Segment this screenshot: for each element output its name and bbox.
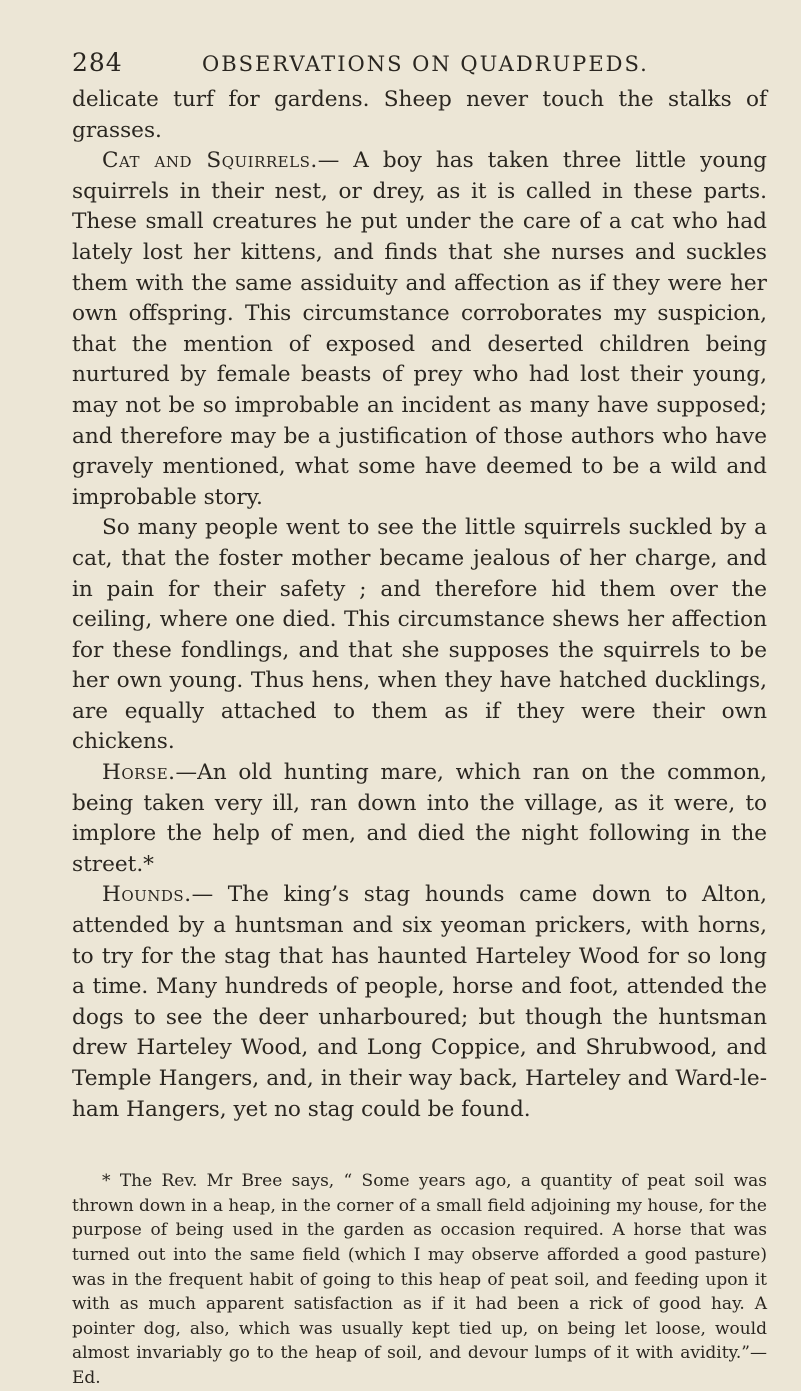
paragraph-text: So many people went to see the little squirrels suckled by a cat, that the foster mother became jealous of her charge, and in pain for their safety ; and therefore hid them over the ceiling, where one died. This circumstance shews her affection for these fondlings, and that she supposes the squirrels to be her own young. Thus hens, when they have hatched ducklings, are equally attached to them as if they were their own chickens. (72, 515, 767, 755)
paragraph-text: —An old hunting mare, which ran on the common, being taken very ill, ran down into the village, as it were, to implore the help of men, and died the night following in the street.* (72, 760, 767, 877)
paragraph (72, 85, 767, 146)
paragraph (72, 513, 767, 758)
page-number: 284 (72, 48, 123, 77)
main-text (72, 85, 767, 1125)
paragraph (72, 880, 767, 1125)
paragraph (72, 758, 767, 880)
running-title: OBSERVATIONS ON QUADRUPEDS. (202, 52, 649, 76)
section-heading: Horse. (102, 760, 176, 786)
footnote: * The Rev. Mr Bree says, “ Some years ago, a quantity of peat soil was thrown down in a heap, in the corner of a small field adjoining my house, for the purpose of being used in the garden as occasion required. A horse that was turned out into the same field (which I may observe afforded a good pasture) was in the frequent habit of going to this heap of peat soil, and feeding upon it with as much apparent satisfaction as if it had been a rick of good hay. A pointer dog, also, which was usually kept tied up, on being let loose, would almost invariably go to the heap of soil, and devour lumps of it with avidity.”— Ed. (72, 1171, 767, 1388)
paragraph-text: — A boy has taken three little young squirrels in their nest, or drey, as it is called in these parts. These small creatures he put under the care of a cat who had lately lost her kittens, and finds that she nurses and suckles them with the same assiduity and affection as if they were her own offspring. This circumstance corroborates my suspicion, that the mention of exposed and deserted children being nurtured by female beasts of prey who had lost their young, may not be so improbable an incident as many have supposed; and therefore may be a justification of those authors who have gravely mentioned, what some have deemed to be a wild and improbable story. (72, 148, 767, 510)
section-heading: Hounds. (102, 882, 192, 908)
paragraph (72, 146, 767, 513)
page-header (72, 48, 767, 77)
paragraph-text: delicate turf for gardens. Sheep never touch the stalks of grasses. (72, 87, 767, 143)
section-heading: Cat and Squirrels. (102, 148, 318, 174)
paragraph-text: — The king’s stag hounds came down to Alton, attended by a huntsman and six yeoman prickers, with horns, to try for the stag that has haunted Harteley Wood for so long a time. Many hundreds of people, horse and foot, attended the dogs to see the deer unharboured; but though the huntsman drew Harteley Wood, and Long Coppice, and Shrubwood, and Temple Hangers, and, in their way back, Harteley and Ward-le-ham Hangers, yet no stag could be found. (72, 882, 767, 1122)
